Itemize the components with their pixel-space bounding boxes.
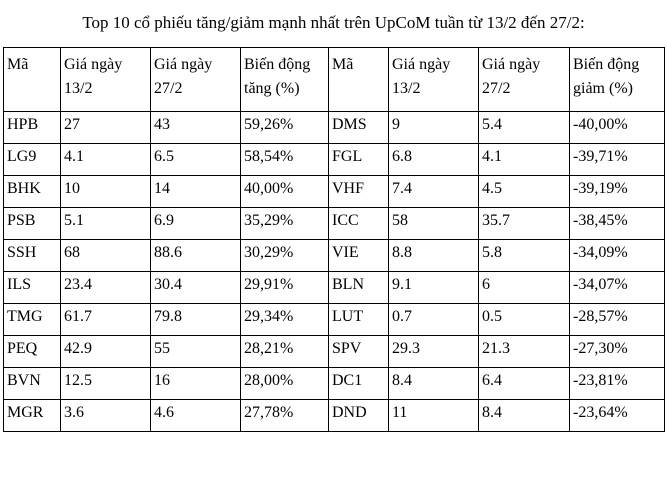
loser-price-27-2-cell: 5.8 [479,240,570,272]
table-row [4,240,665,272]
header-price-27-2-gainers: Giá ngày 27/2 [151,48,241,112]
loser-change-cell: -28,57% [570,304,665,336]
header-change-up: Biến động tăng (%) [241,48,329,112]
gainer-price-13-2-cell: 3.6 [61,400,151,432]
loser-code-cell: BLN [329,272,389,304]
gainer-price-13-2-cell: 12.5 [61,368,151,400]
gainer-change-cell: 30,29% [241,240,329,272]
table-row [4,368,665,400]
gainer-change-cell: 58,54% [241,144,329,176]
gainer-code-cell: SSH [4,240,61,272]
gainer-change-cell: 27,78% [241,400,329,432]
gainer-price-27-2-cell: 14 [151,176,241,208]
gainer-code-cell: LG9 [4,144,61,176]
loser-code-cell: DC1 [329,368,389,400]
loser-change-cell: -34,09% [570,240,665,272]
gainer-price-13-2-cell: 10 [61,176,151,208]
loser-change-cell: -23,64% [570,400,665,432]
header-code-gainers: Mã [4,48,61,112]
loser-price-27-2-cell: 6.4 [479,368,570,400]
loser-price-13-2-cell: 9.1 [389,272,479,304]
loser-price-27-2-cell: 4.5 [479,176,570,208]
table-row [4,144,665,176]
table-row [4,400,665,432]
loser-price-27-2-cell: 4.1 [479,144,570,176]
header-price-27-2-losers: Giá ngày 27/2 [479,48,570,112]
table-header-row [4,48,665,112]
gainer-price-27-2-cell: 6.9 [151,208,241,240]
gainer-price-13-2-cell: 23.4 [61,272,151,304]
loser-price-13-2-cell: 6.8 [389,144,479,176]
gainer-price-13-2-cell: 27 [61,112,151,144]
loser-change-cell: -39,19% [570,176,665,208]
gainer-price-27-2-cell: 79.8 [151,304,241,336]
gainer-change-cell: 35,29% [241,208,329,240]
loser-price-13-2-cell: 7.4 [389,176,479,208]
gainer-code-cell: BVN [4,368,61,400]
loser-price-27-2-cell: 8.4 [479,400,570,432]
loser-code-cell: SPV [329,336,389,368]
loser-code-cell: FGL [329,144,389,176]
gainer-change-cell: 29,34% [241,304,329,336]
loser-price-13-2-cell: 11 [389,400,479,432]
loser-price-27-2-cell: 35.7 [479,208,570,240]
gainer-price-27-2-cell: 30.4 [151,272,241,304]
gainer-price-27-2-cell: 4.6 [151,400,241,432]
loser-change-cell: -27,30% [570,336,665,368]
table-row [4,176,665,208]
loser-change-cell: -39,71% [570,144,665,176]
loser-price-13-2-cell: 29.3 [389,336,479,368]
loser-price-13-2-cell: 58 [389,208,479,240]
header-change-down: Biến động giảm (%) [570,48,665,112]
loser-price-27-2-cell: 0.5 [479,304,570,336]
header-price-13-2-losers: Giá ngày 13/2 [389,48,479,112]
table-row [4,336,665,368]
gainer-change-cell: 29,91% [241,272,329,304]
stock-table [3,47,665,432]
gainer-price-27-2-cell: 16 [151,368,241,400]
gainer-price-13-2-cell: 61.7 [61,304,151,336]
gainer-code-cell: BHK [4,176,61,208]
loser-code-cell: VIE [329,240,389,272]
table-row [4,112,665,144]
gainer-price-27-2-cell: 43 [151,112,241,144]
table-row [4,304,665,336]
table-row [4,272,665,304]
gainer-price-27-2-cell: 55 [151,336,241,368]
gainer-price-13-2-cell: 42.9 [61,336,151,368]
gainer-change-cell: 59,26% [241,112,329,144]
loser-price-27-2-cell: 6 [479,272,570,304]
loser-change-cell: -23,81% [570,368,665,400]
page-title: Top 10 cổ phiếu tăng/giảm mạnh nhất trên UpCoM tuần từ 13/2 đến 27/2: [82,13,585,32]
gainer-change-cell: 28,00% [241,368,329,400]
gainer-code-cell: PSB [4,208,61,240]
loser-code-cell: ICC [329,208,389,240]
loser-change-cell: -38,45% [570,208,665,240]
header-price-13-2-gainers: Giá ngày 13/2 [61,48,151,112]
gainer-code-cell: TMG [4,304,61,336]
gainer-price-27-2-cell: 6.5 [151,144,241,176]
loser-change-cell: -40,00% [570,112,665,144]
loser-code-cell: DND [329,400,389,432]
gainer-price-13-2-cell: 68 [61,240,151,272]
gainer-code-cell: PEQ [4,336,61,368]
loser-code-cell: DMS [329,112,389,144]
loser-price-13-2-cell: 8.4 [389,368,479,400]
gainer-price-27-2-cell: 88.6 [151,240,241,272]
gainer-price-13-2-cell: 4.1 [61,144,151,176]
table-body [4,112,665,432]
gainer-price-13-2-cell: 5.1 [61,208,151,240]
loser-price-13-2-cell: 9 [389,112,479,144]
table-row [4,208,665,240]
loser-code-cell: VHF [329,176,389,208]
loser-code-cell: LUT [329,304,389,336]
gainer-code-cell: ILS [4,272,61,304]
loser-price-13-2-cell: 0.7 [389,304,479,336]
header-code-losers: Mã [329,48,389,112]
gainer-change-cell: 28,21% [241,336,329,368]
loser-change-cell: -34,07% [570,272,665,304]
gainer-code-cell: MGR [4,400,61,432]
loser-price-27-2-cell: 5.4 [479,112,570,144]
gainer-change-cell: 40,00% [241,176,329,208]
gainer-code-cell: HPB [4,112,61,144]
loser-price-13-2-cell: 8.8 [389,240,479,272]
loser-price-27-2-cell: 21.3 [479,336,570,368]
